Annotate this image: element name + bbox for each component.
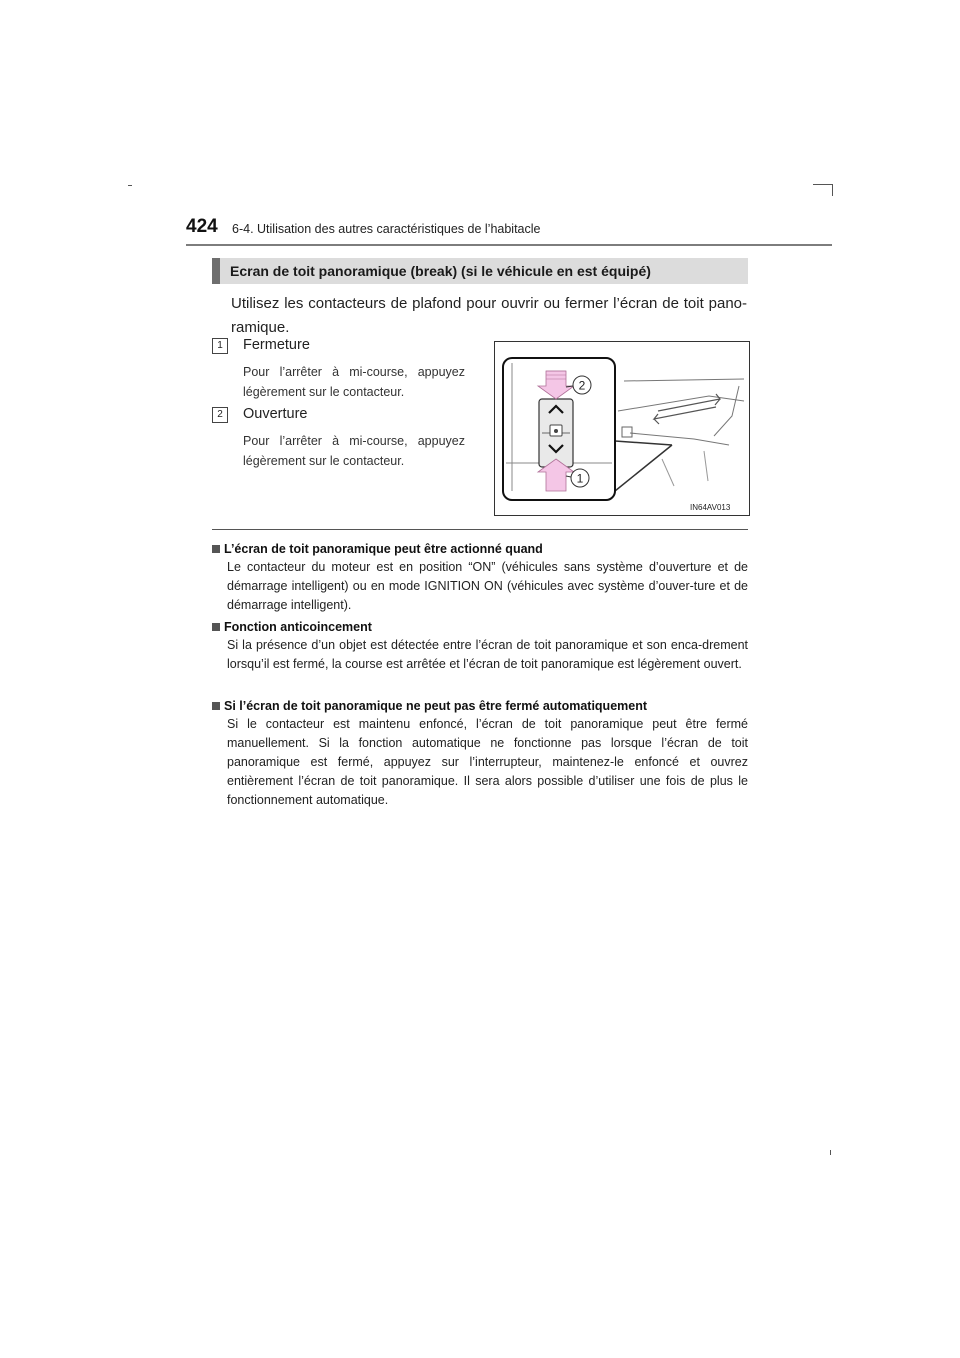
section-title: Ecran de toit panoramique (break) (si le véhicule en est équipé) [212, 258, 748, 284]
note-body: Si la présence d’un objet est détectée entre l’écran de toit panoramique et son enca-drement lorsqu’il est fermé, la course est arrêtée et l’écran de toit panoramique est légèrement ouvert. [227, 638, 748, 671]
roof-switch-drawing [494, 341, 750, 516]
step-number-1: 1 [212, 338, 228, 354]
section-intro: Utilisez les contacteurs de plafond pour ouvrir ou fermer l’écran de toit pano-ramique. [231, 295, 747, 336]
crop-mark [813, 184, 833, 185]
step-desc-ouverture: Pour l’arrêter à mi-course, appuyez légèrement sur le contacteur. [243, 434, 465, 468]
square-bullet-icon [212, 623, 220, 631]
crop-mark [832, 184, 833, 196]
step-title-ouverture: Ouverture [243, 406, 308, 422]
note-body: Si le contacteur est maintenu enfoncé, l’écran de toit panoramique peut être fermé manuellement. Si la fonction automatique ne fonctionne pas lorsque l’écran de toit panoramique est fermé, appuyez sur l’interrupteur, maintenez-le enfoncé et ouvrez entièrement l’écran de toit panoramique. Il sera alors possible d’utiliser une fois de plus le fonctionnement automatique. [227, 717, 748, 807]
note-anticoincement [212, 618, 748, 674]
figure-code: IN64AV013 [690, 503, 731, 512]
page-number: 424 [186, 216, 218, 237]
figure-callout-2: 2 [578, 378, 586, 393]
crop-mark [128, 185, 132, 186]
note-fermeture-manuelle [212, 697, 748, 810]
note-actionne-quand [212, 540, 748, 615]
roof-switch-illustration [494, 341, 750, 516]
note-body: Le contacteur du moteur est en position “ON” (véhicules sans système d’ouverture et de démarrage intelligent) ou en mode IGNITION ON (véhicules avec système d’ouver-ture et de démarrage intelligent). [227, 560, 748, 612]
running-head: 6-4. Utilisation des autres caractéristiques de l’habitacle [232, 222, 541, 236]
figure-callout-1: 1 [576, 471, 584, 486]
section-divider [212, 529, 748, 530]
step-number-2: 2 [212, 407, 228, 423]
note-heading: Si l’écran de toit panoramique ne peut pas être fermé automatiquement [224, 699, 648, 713]
note-heading: L’écran de toit panoramique peut être actionné quand [224, 542, 543, 556]
header-rule [186, 244, 832, 246]
step-title-fermeture: Fermeture [243, 337, 310, 353]
crop-mark [830, 1150, 831, 1155]
note-heading: Fonction anticoincement [224, 620, 372, 634]
square-bullet-icon [212, 702, 220, 710]
square-bullet-icon [212, 545, 220, 553]
step-desc-fermeture: Pour l’arrêter à mi-course, appuyez légèrement sur le contacteur. [243, 365, 465, 399]
